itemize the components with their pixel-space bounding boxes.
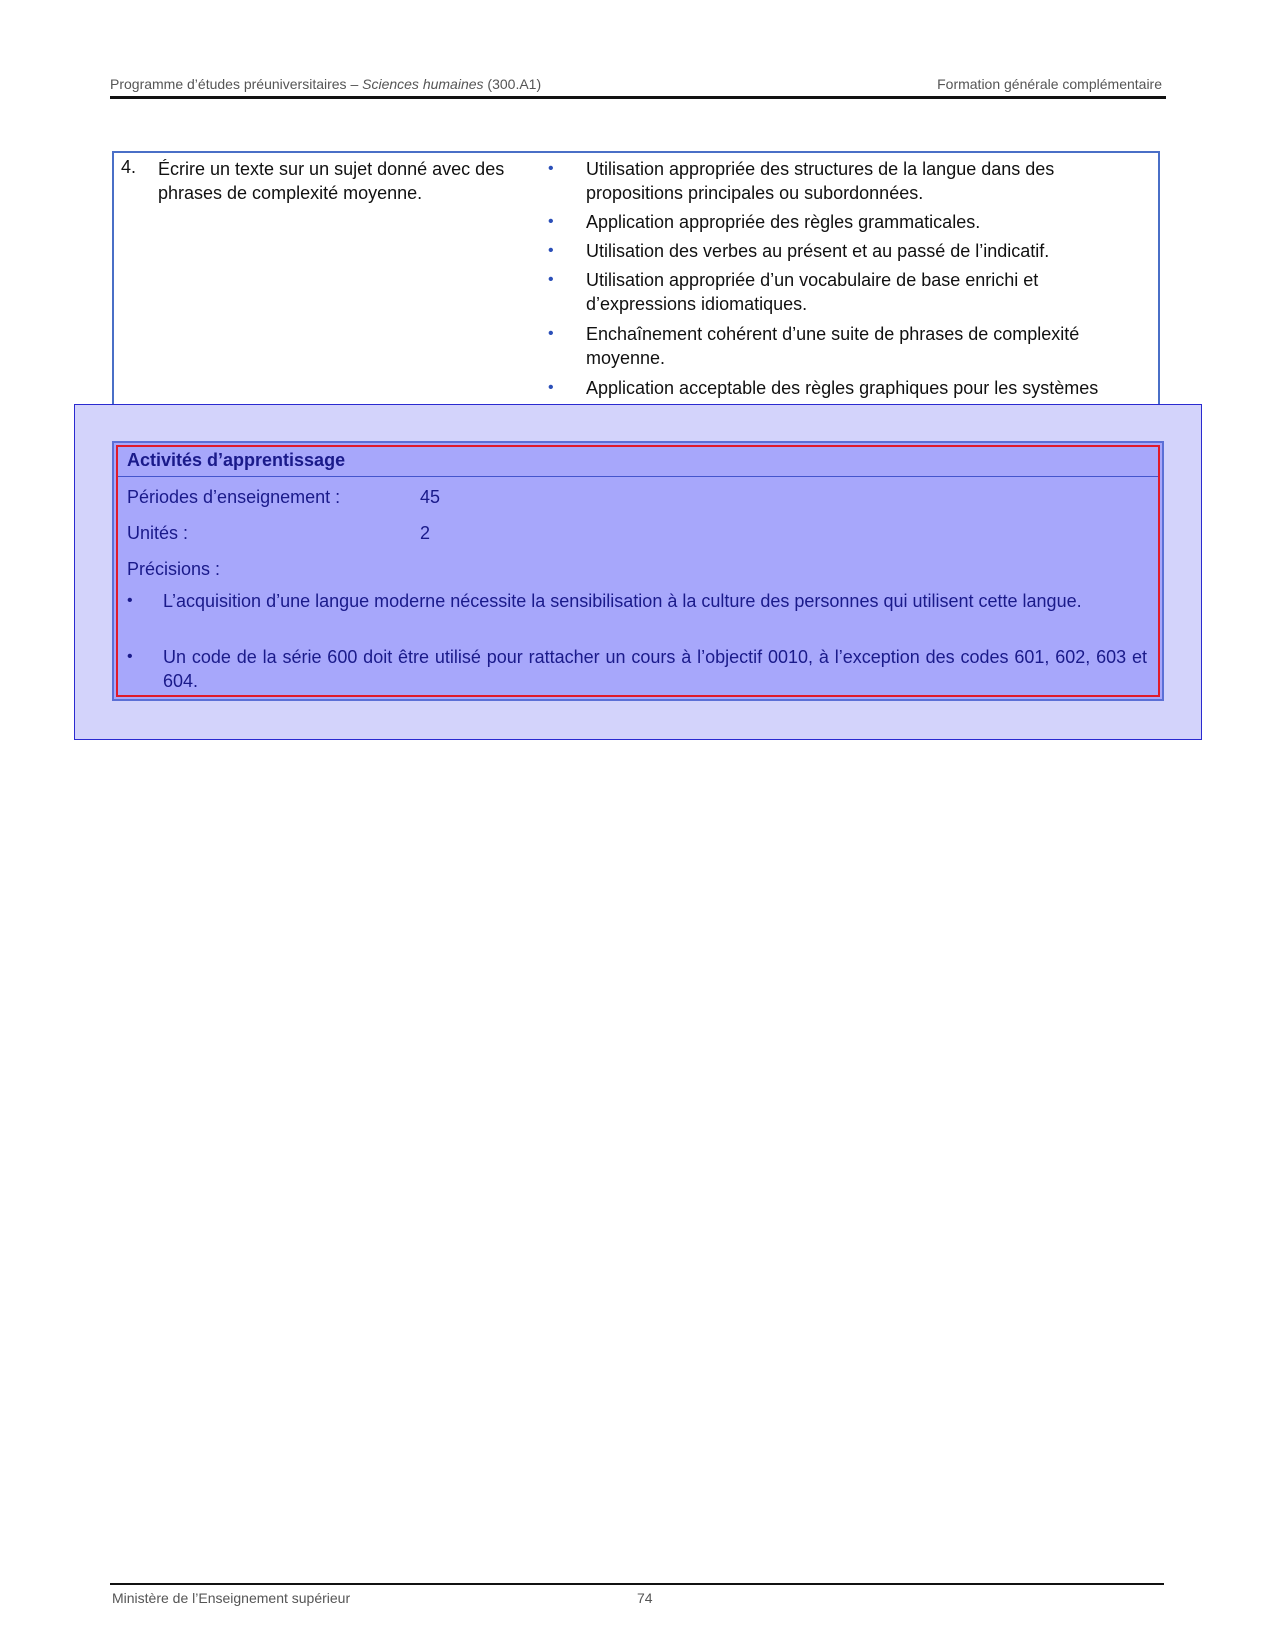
bullet-icon: • [127,648,133,665]
criterion-text: Utilisation appropriée des structures de la langue dans des propositions principales ou subordonnées. [586,159,1055,203]
bullet-icon: • [548,160,554,177]
objective-number: 4. [121,157,137,177]
periods-value: 45 [420,487,441,507]
units-value: 2 [420,523,431,543]
footer-ministry: Ministère de l’Enseignement supérieur [112,1590,351,1606]
footer-rule [110,1583,1164,1585]
header-program-title: Sciences humaines [362,76,484,92]
criterion-text: Utilisation des verbes au présent et au passé de l’indicatif. [586,241,1050,261]
header-section: Formation générale complémentaire [937,76,1162,92]
periods-label: Périodes d’enseignement : [127,487,341,507]
precision-text: Un code de la série 600 doit être utilisé pour rattacher un cours à l’objectif 0010, à l’exception des codes 601, 602, 603 et 604. [163,647,1147,691]
header-rule [110,96,1166,99]
activities-title-rule [118,476,1158,477]
criterion-text: Application appropriée des règles grammaticales. [586,212,981,232]
objective-text: Écrire un texte sur un sujet donné avec des phrases de complexité moyenne. [158,159,505,203]
bullet-icon: • [548,213,554,230]
page-header [110,76,1162,92]
header-prefix: Programme d’études préuniversitaires – [110,76,363,92]
bullet-icon: • [548,325,554,342]
criterion-text: Utilisation appropriée d’un vocabulaire de base enrichi et d’expressions idiomatiques. [586,270,1039,314]
bullet-icon: • [548,379,554,396]
bullet-icon: • [127,592,133,609]
precision-text: L’acquisition d’une langue moderne nécessite la sensibilisation à la culture des personnes qui utilisent cette langue. [163,591,1082,611]
header-program-code: (300.A1) [483,76,542,92]
activities-title: Activités d’apprentissage [127,450,346,470]
criterion-text: Enchaînement cohérent d’une suite de phrases de complexité moyenne. [586,324,1080,368]
bullet-icon: • [548,271,554,288]
bullet-icon: • [548,242,554,259]
units-label: Unités : [127,523,189,543]
page-number: 74 [637,1590,653,1606]
precisions-label: Précisions : [127,559,221,579]
header-program [110,76,541,92]
criterion-text: Application acceptable des règles graphiques pour les systèmes [586,378,1099,398]
